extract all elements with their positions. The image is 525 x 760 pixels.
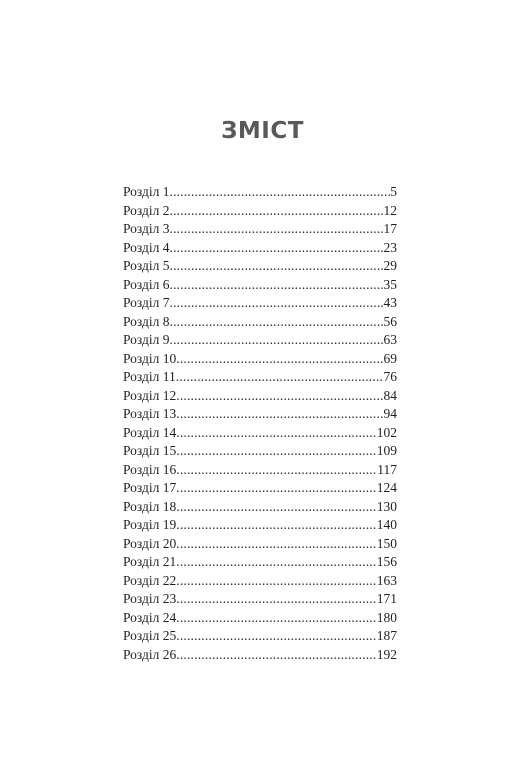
- toc-entry-label: Розділ 2: [123, 202, 170, 218]
- toc-dot-leader: [176, 609, 377, 628]
- table-of-contents: [123, 183, 397, 664]
- toc-entry[interactable]: [123, 350, 397, 369]
- toc-entry[interactable]: [123, 368, 397, 387]
- toc-page-number: 187: [376, 628, 397, 643]
- toc-entry[interactable]: [123, 498, 397, 517]
- toc-dot-leader: [170, 202, 384, 221]
- toc-dot-leader: [176, 516, 377, 535]
- toc-entry-label: Розділ 20: [123, 535, 177, 551]
- toc-entry[interactable]: [123, 516, 397, 535]
- toc-page-number: 150: [376, 535, 397, 551]
- toc-entry-label: Розділ 17: [123, 480, 177, 495]
- toc-dot-leader: [176, 627, 377, 646]
- toc-page-number: 63: [383, 332, 397, 347]
- toc-page-number: 130: [376, 498, 397, 514]
- toc-entry[interactable]: [123, 239, 397, 258]
- toc-page-number: 124: [376, 480, 397, 495]
- toc-page-number: 192: [376, 646, 397, 662]
- toc-page-number: 43: [383, 295, 397, 310]
- toc-entry-label: Розділ 10: [123, 350, 177, 366]
- toc-entry-label: Розділ 19: [123, 517, 177, 532]
- toc-dot-leader: [176, 646, 377, 665]
- toc-entry-label: Розділ 8: [123, 313, 170, 329]
- toc-dot-leader: [176, 442, 377, 461]
- toc-entry-label: Розділ 16: [123, 461, 177, 477]
- toc-dot-leader: [176, 590, 377, 609]
- toc-dot-leader: [176, 368, 384, 387]
- toc-entry[interactable]: [123, 257, 397, 276]
- toc-entry-label: Розділ 15: [123, 443, 177, 458]
- toc-dot-leader: [176, 553, 377, 572]
- toc-entry[interactable]: [123, 294, 397, 313]
- toc-page-number: 180: [376, 609, 397, 625]
- toc-entry-label: Розділ 21: [123, 554, 177, 569]
- toc-entry[interactable]: [123, 553, 397, 572]
- toc-entry-label: Розділ 14: [123, 424, 177, 440]
- toc-page-number: 12: [383, 202, 397, 218]
- toc-dot-leader: [170, 239, 384, 258]
- toc-entry[interactable]: [123, 220, 397, 239]
- toc-dot-leader: [176, 479, 377, 498]
- toc-entry[interactable]: [123, 646, 397, 665]
- toc-entry[interactable]: [123, 183, 397, 202]
- toc-page-number: 171: [376, 591, 397, 606]
- toc-entry-label: Розділ 4: [123, 239, 170, 255]
- toc-dot-leader: [170, 183, 391, 202]
- toc-page-number: 140: [376, 517, 397, 532]
- toc-dot-leader: [170, 331, 384, 350]
- toc-dot-leader: [170, 257, 384, 276]
- toc-dot-leader: [176, 424, 377, 443]
- toc-dot-leader: [170, 276, 384, 295]
- toc-entry-label: Розділ 23: [123, 591, 177, 606]
- toc-page-number: 69: [383, 350, 397, 366]
- toc-entry[interactable]: [123, 442, 397, 461]
- toc-entry[interactable]: [123, 405, 397, 424]
- toc-entry-label: Розділ 12: [123, 387, 177, 403]
- toc-dot-leader: [170, 313, 384, 332]
- toc-entry[interactable]: [123, 461, 397, 480]
- toc-page-number: 102: [376, 424, 397, 440]
- toc-entry-label: Розділ 7: [123, 295, 170, 310]
- toc-entry-label: Розділ 26: [123, 646, 177, 662]
- toc-dot-leader: [176, 350, 383, 369]
- toc-dot-leader: [176, 572, 377, 591]
- toc-entry[interactable]: [123, 627, 397, 646]
- toc-entry-label: Розділ 1: [123, 184, 170, 199]
- toc-entry[interactable]: [123, 424, 397, 443]
- toc-entry-label: Розділ 13: [123, 406, 177, 421]
- toc-page-number: 29: [383, 258, 397, 273]
- toc-entry[interactable]: [123, 387, 397, 406]
- toc-page-number: 163: [376, 572, 397, 588]
- toc-entry-label: Розділ 5: [123, 258, 170, 273]
- toc-entry[interactable]: [123, 572, 397, 591]
- toc-dot-leader: [176, 405, 383, 424]
- toc-entry-label: Розділ 22: [123, 572, 177, 588]
- page-title: ЗМІСТ: [221, 118, 304, 144]
- toc-entry[interactable]: [123, 202, 397, 221]
- toc-dot-leader: [176, 535, 377, 554]
- toc-entry[interactable]: [123, 535, 397, 554]
- toc-entry-label: Розділ 6: [123, 276, 170, 292]
- toc-page-number: 156: [376, 554, 397, 569]
- toc-dot-leader: [176, 498, 377, 517]
- toc-entry[interactable]: [123, 331, 397, 350]
- toc-page-number: 56: [383, 313, 397, 329]
- toc-page-number: 17: [383, 221, 397, 236]
- toc-page-number: 84: [383, 387, 397, 403]
- toc-entry[interactable]: [123, 313, 397, 332]
- toc-entry-label: Розділ 9: [123, 332, 170, 347]
- toc-entry-label: Розділ 25: [123, 628, 177, 643]
- toc-page-number: 117: [377, 461, 397, 477]
- toc-page-number: 94: [383, 406, 397, 421]
- toc-entry-label: Розділ 11: [123, 369, 176, 384]
- toc-dot-leader: [176, 387, 383, 406]
- toc-page-number: 5: [390, 184, 397, 199]
- toc-page-number: 23: [383, 239, 397, 255]
- toc-entry[interactable]: [123, 609, 397, 628]
- toc-dot-leader: [170, 294, 384, 313]
- toc-entry-label: Розділ 24: [123, 609, 177, 625]
- toc-entry-label: Розділ 18: [123, 498, 177, 514]
- toc-entry[interactable]: [123, 479, 397, 498]
- toc-entry[interactable]: [123, 276, 397, 295]
- toc-entry[interactable]: [123, 590, 397, 609]
- toc-page-number: 109: [376, 443, 397, 458]
- toc-entry-label: Розділ 3: [123, 221, 170, 236]
- toc-page-number: 76: [383, 369, 397, 384]
- toc-dot-leader: [170, 220, 384, 239]
- toc-dot-leader: [176, 461, 377, 480]
- toc-page-number: 35: [383, 276, 397, 292]
